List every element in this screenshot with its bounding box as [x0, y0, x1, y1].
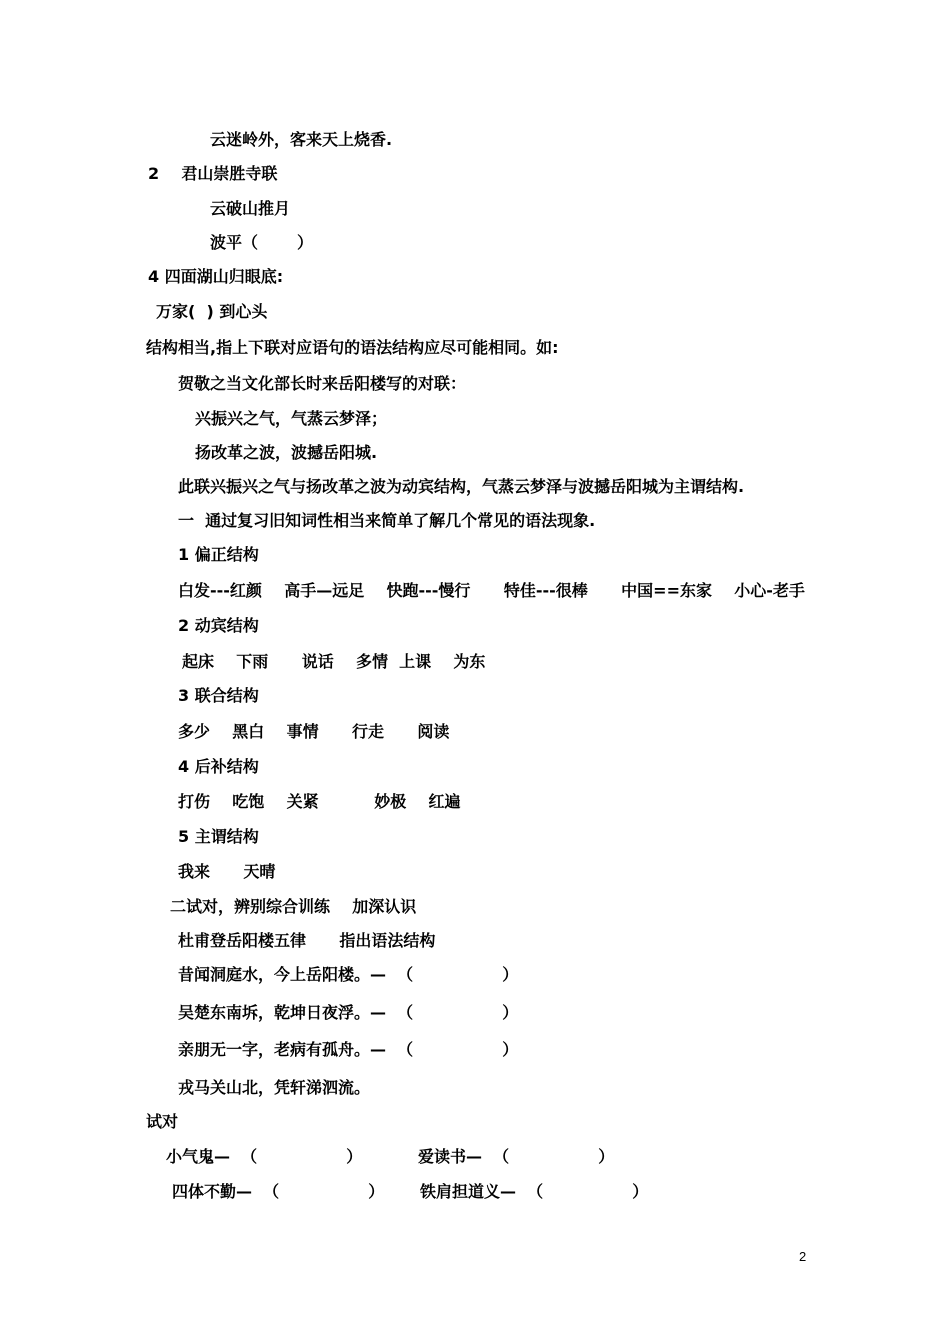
text-line-19: 4 后补结构 [178, 757, 259, 776]
text-line-15: 2 动宾结构 [178, 616, 259, 635]
text-line-22: 我来 天晴 [178, 862, 276, 881]
text-line-17: 3 联合结构 [178, 686, 259, 705]
text-line-31: 爱读书— （ ） [418, 1147, 615, 1166]
text-line-21: 5 主谓结构 [178, 827, 259, 846]
text-line-7: 结构相当,指上下联对应语句的语法结构应尽可能相同。如: [146, 338, 559, 357]
page-number: 2 [799, 1249, 807, 1264]
text-line-25: 昔闻洞庭水，今上岳阳楼。— （ ） [178, 965, 519, 984]
text-line-10: 扬改革之波，波撼岳阳城. [195, 443, 378, 462]
text-line-18: 多少 黑白 事情 行走 阅读 [178, 722, 450, 741]
text-line-2: 2 君山崇胜寺联 [148, 164, 278, 183]
text-line-20: 打伤 吃饱 关紧 妙极 红遍 [178, 792, 461, 811]
text-line-8: 贺敬之当文化部长时来岳阳楼写的对联： [178, 374, 467, 393]
text-line-3: 云破山推月 [210, 199, 291, 218]
text-line-9: 兴振兴之气，气蒸云梦泽； [195, 409, 388, 428]
text-line-16: 起床 下雨 说话 多情 上课 为东 [182, 652, 486, 671]
text-line-11: 此联兴振兴之气与扬改革之波为动宾结构，气蒸云梦泽与波撼岳阳城为主谓结构. [178, 477, 745, 496]
text-line-12: 一 通过复习旧知词性相当来简单了解几个常见的语法现象. [178, 511, 596, 530]
text-line-6: 万家( ) 到心头 [156, 302, 268, 321]
text-line-14: 白发---红颜 高手—远足 快跑---慢行 特佳---很棒 中国==东家 小心-老手 [178, 581, 805, 600]
text-line-24: 杜甫登岳阳楼五律 指出语法结构 [178, 931, 436, 950]
text-line-23: 二试对，辨别综合训练 加深认识 [170, 897, 417, 916]
text-line-33: 铁肩担道义— （ ） [420, 1182, 649, 1201]
text-line-1: 云迷岭外，客来天上烧香. [210, 130, 393, 149]
text-line-13: 1 偏正结构 [178, 545, 259, 564]
text-line-30: 小气鬼— （ ） [166, 1147, 363, 1166]
text-line-27: 亲朋无一字，老病有孤舟。— （ ） [178, 1040, 519, 1059]
text-line-29: 试对 [146, 1112, 179, 1131]
text-line-5: 4 四面湖山归眼底: [148, 267, 284, 286]
text-line-4: 波平（ ） [210, 233, 313, 252]
text-line-32: 四体不勤— （ ） [172, 1182, 385, 1201]
text-line-26: 吴楚东南坼，乾坤日夜浮。— （ ） [178, 1003, 519, 1022]
text-line-28: 戎马关山北，凭轩涕泗流。 [178, 1078, 371, 1097]
